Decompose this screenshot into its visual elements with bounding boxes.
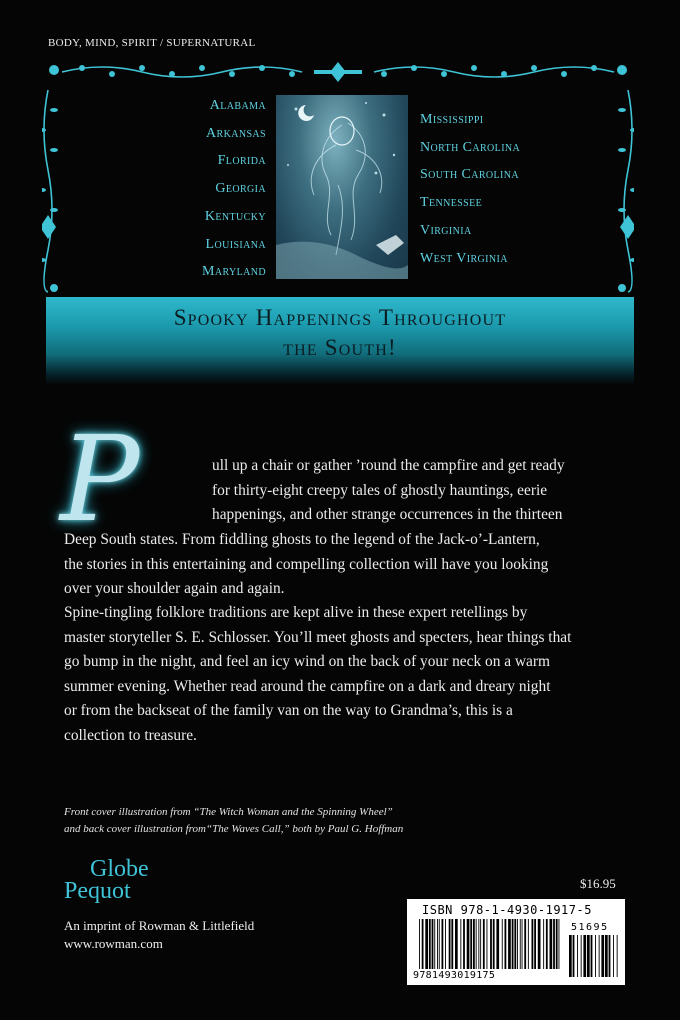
barcode-bar — [617, 935, 618, 977]
state-name: South Carolina — [420, 167, 519, 183]
barcode-bar — [432, 919, 434, 969]
state-name: Florida — [217, 153, 266, 169]
barcode-bar — [473, 919, 475, 969]
description-paragraph-1-full — [64, 528, 616, 602]
barcode-bar — [422, 919, 424, 969]
logo-line-2: Pequot — [64, 878, 131, 904]
barcode-bar — [502, 919, 503, 969]
ghost-illustration — [276, 95, 408, 279]
price-label: $16.95 — [580, 876, 616, 891]
publisher-logo — [64, 858, 149, 902]
barcode-bar — [476, 919, 477, 969]
barcode-bar — [599, 935, 600, 977]
barcode-bar — [573, 935, 575, 977]
barcode-bar — [512, 919, 514, 969]
website-text: www.rowman.com — [64, 936, 163, 951]
barcode-bar — [522, 919, 523, 969]
description-paragraph-1-indented — [212, 454, 616, 503]
category-label: BODY, MIND, SPIRIT / SUPERNATURAL — [48, 37, 256, 49]
drop-cap: P — [60, 410, 140, 548]
barcode-bar — [569, 935, 572, 977]
state-name: Arkansas — [206, 125, 266, 141]
barcode-bar — [442, 919, 444, 969]
state-name: Louisiana — [205, 236, 266, 252]
barcode-bar — [514, 919, 516, 969]
state-name: Georgia — [215, 181, 266, 197]
barcode-bar — [493, 919, 495, 969]
barcode-bar — [490, 919, 492, 969]
barcode-bar — [556, 919, 558, 969]
ghost-figure-art — [276, 95, 408, 279]
barcode-bar — [543, 919, 544, 969]
barcode-digits: 9781493019175 — [413, 970, 496, 981]
barcode-bar — [605, 935, 608, 977]
tagline-line-1: Spooky Happenings Throughout — [173, 305, 507, 330]
text-line: go bump in the night, and feel an icy wind on the back of your neck on a warm — [64, 653, 550, 671]
credit-line: Front cover illustration from “The Witch Woman and the Spinning Wheel” — [64, 806, 393, 818]
isbn-barcode — [407, 899, 625, 985]
text-line: happenings, and other strange occurrences in the thirteen — [212, 506, 563, 523]
state-name: North Carolina — [420, 139, 521, 155]
text-line: collection to treasure. — [64, 726, 197, 744]
text-line: Deep South states. From fiddling ghosts to the legend of the Jack-o’-Lantern, — [64, 531, 540, 548]
barcode-bar — [449, 919, 451, 969]
logo-line-1: Globe — [90, 856, 149, 882]
text-line: for thirty-eight creepy tales of ghostly hauntings, eerie — [212, 481, 548, 499]
publisher-imprint — [64, 917, 254, 953]
barcode-bar — [455, 919, 458, 969]
barcode-bar — [532, 919, 534, 969]
barcode-bar — [505, 919, 507, 969]
barcode-addon-digits: 51695 — [571, 922, 609, 933]
state-name: Maryland — [202, 264, 266, 280]
description-paragraph-1-indented-tail — [212, 503, 616, 528]
barcode-bar — [595, 935, 596, 977]
barcode-bar — [534, 919, 536, 969]
barcode-bar — [470, 919, 472, 969]
barcode-bar — [419, 919, 420, 969]
barcode-bar — [478, 919, 479, 969]
barcode-bar — [437, 919, 438, 969]
barcode-bar — [439, 919, 440, 969]
barcode-bar — [524, 919, 526, 969]
credit-line: and back cover illustration from“The Waves Call,” both by Paul G. Hoffman — [64, 823, 404, 835]
barcode-bar — [487, 919, 488, 969]
barcode-bar — [483, 919, 485, 969]
barcode-bar — [577, 935, 578, 977]
text-line: master storyteller S. E. Schlosser. You’ll meet ghosts and specters, hear things that — [64, 628, 572, 646]
barcode-bar — [480, 919, 481, 969]
barcode-bar — [538, 919, 541, 969]
text-line: the stories in this entertaining and compelling collection will have you looking — [64, 555, 549, 573]
states-list-right — [420, 106, 580, 272]
barcode-bar — [467, 919, 470, 969]
text-line: or from the backseat of the family van on the way to Grandma’s, this is a — [64, 702, 513, 720]
barcode-bar — [581, 935, 582, 977]
text-line: summer evening. Whether read around the campfire on a dark and dreary night — [64, 677, 551, 695]
barcode-bar — [559, 919, 560, 969]
description-paragraph-2 — [64, 601, 616, 749]
barcode-bar — [520, 919, 521, 969]
text-line: Spine-tingling folklore traditions are kept alive in these expert retellings by — [64, 604, 528, 621]
barcode-bar — [613, 935, 614, 977]
state-name: Tennessee — [420, 195, 483, 211]
barcode-bar — [451, 919, 453, 969]
barcode-bar — [434, 919, 435, 969]
illustration-credit — [64, 804, 403, 838]
isbn-text: ISBN 978-1-4930-1917-5 — [422, 903, 592, 917]
barcode-bar — [609, 935, 611, 977]
barcode-bar — [508, 919, 511, 969]
barcode-bar — [550, 919, 553, 969]
barcode-bar — [528, 919, 529, 969]
barcode-bar — [496, 919, 499, 969]
state-name: Virginia — [420, 222, 472, 238]
barcode-bar — [517, 919, 518, 969]
tagline-banner — [46, 297, 634, 385]
tagline-line-2: the South! — [283, 335, 397, 360]
barcode-bar — [546, 919, 548, 969]
barcode-bar — [429, 919, 431, 969]
state-name: Mississippi — [420, 112, 484, 127]
state-name: Alabama — [209, 98, 266, 113]
states-list-left — [170, 92, 266, 286]
barcode-bar — [587, 935, 590, 977]
state-name: Kentucky — [204, 208, 266, 224]
imprint-text: An imprint of Rowman & Littlefield — [64, 918, 255, 933]
barcode-bar — [463, 919, 465, 969]
state-name: West Virginia — [420, 250, 508, 266]
text-line: ull up a chair or gather ’round the campfire and get ready — [212, 457, 565, 474]
barcode-bar — [601, 935, 604, 977]
barcode-bar — [445, 919, 446, 969]
barcode-bar — [591, 935, 593, 977]
barcode-bar — [460, 919, 461, 969]
barcode-bar — [553, 919, 555, 969]
barcode-bar — [425, 919, 428, 969]
text-line: over your shoulder again and again. — [64, 580, 285, 598]
barcode-bar — [583, 935, 586, 977]
